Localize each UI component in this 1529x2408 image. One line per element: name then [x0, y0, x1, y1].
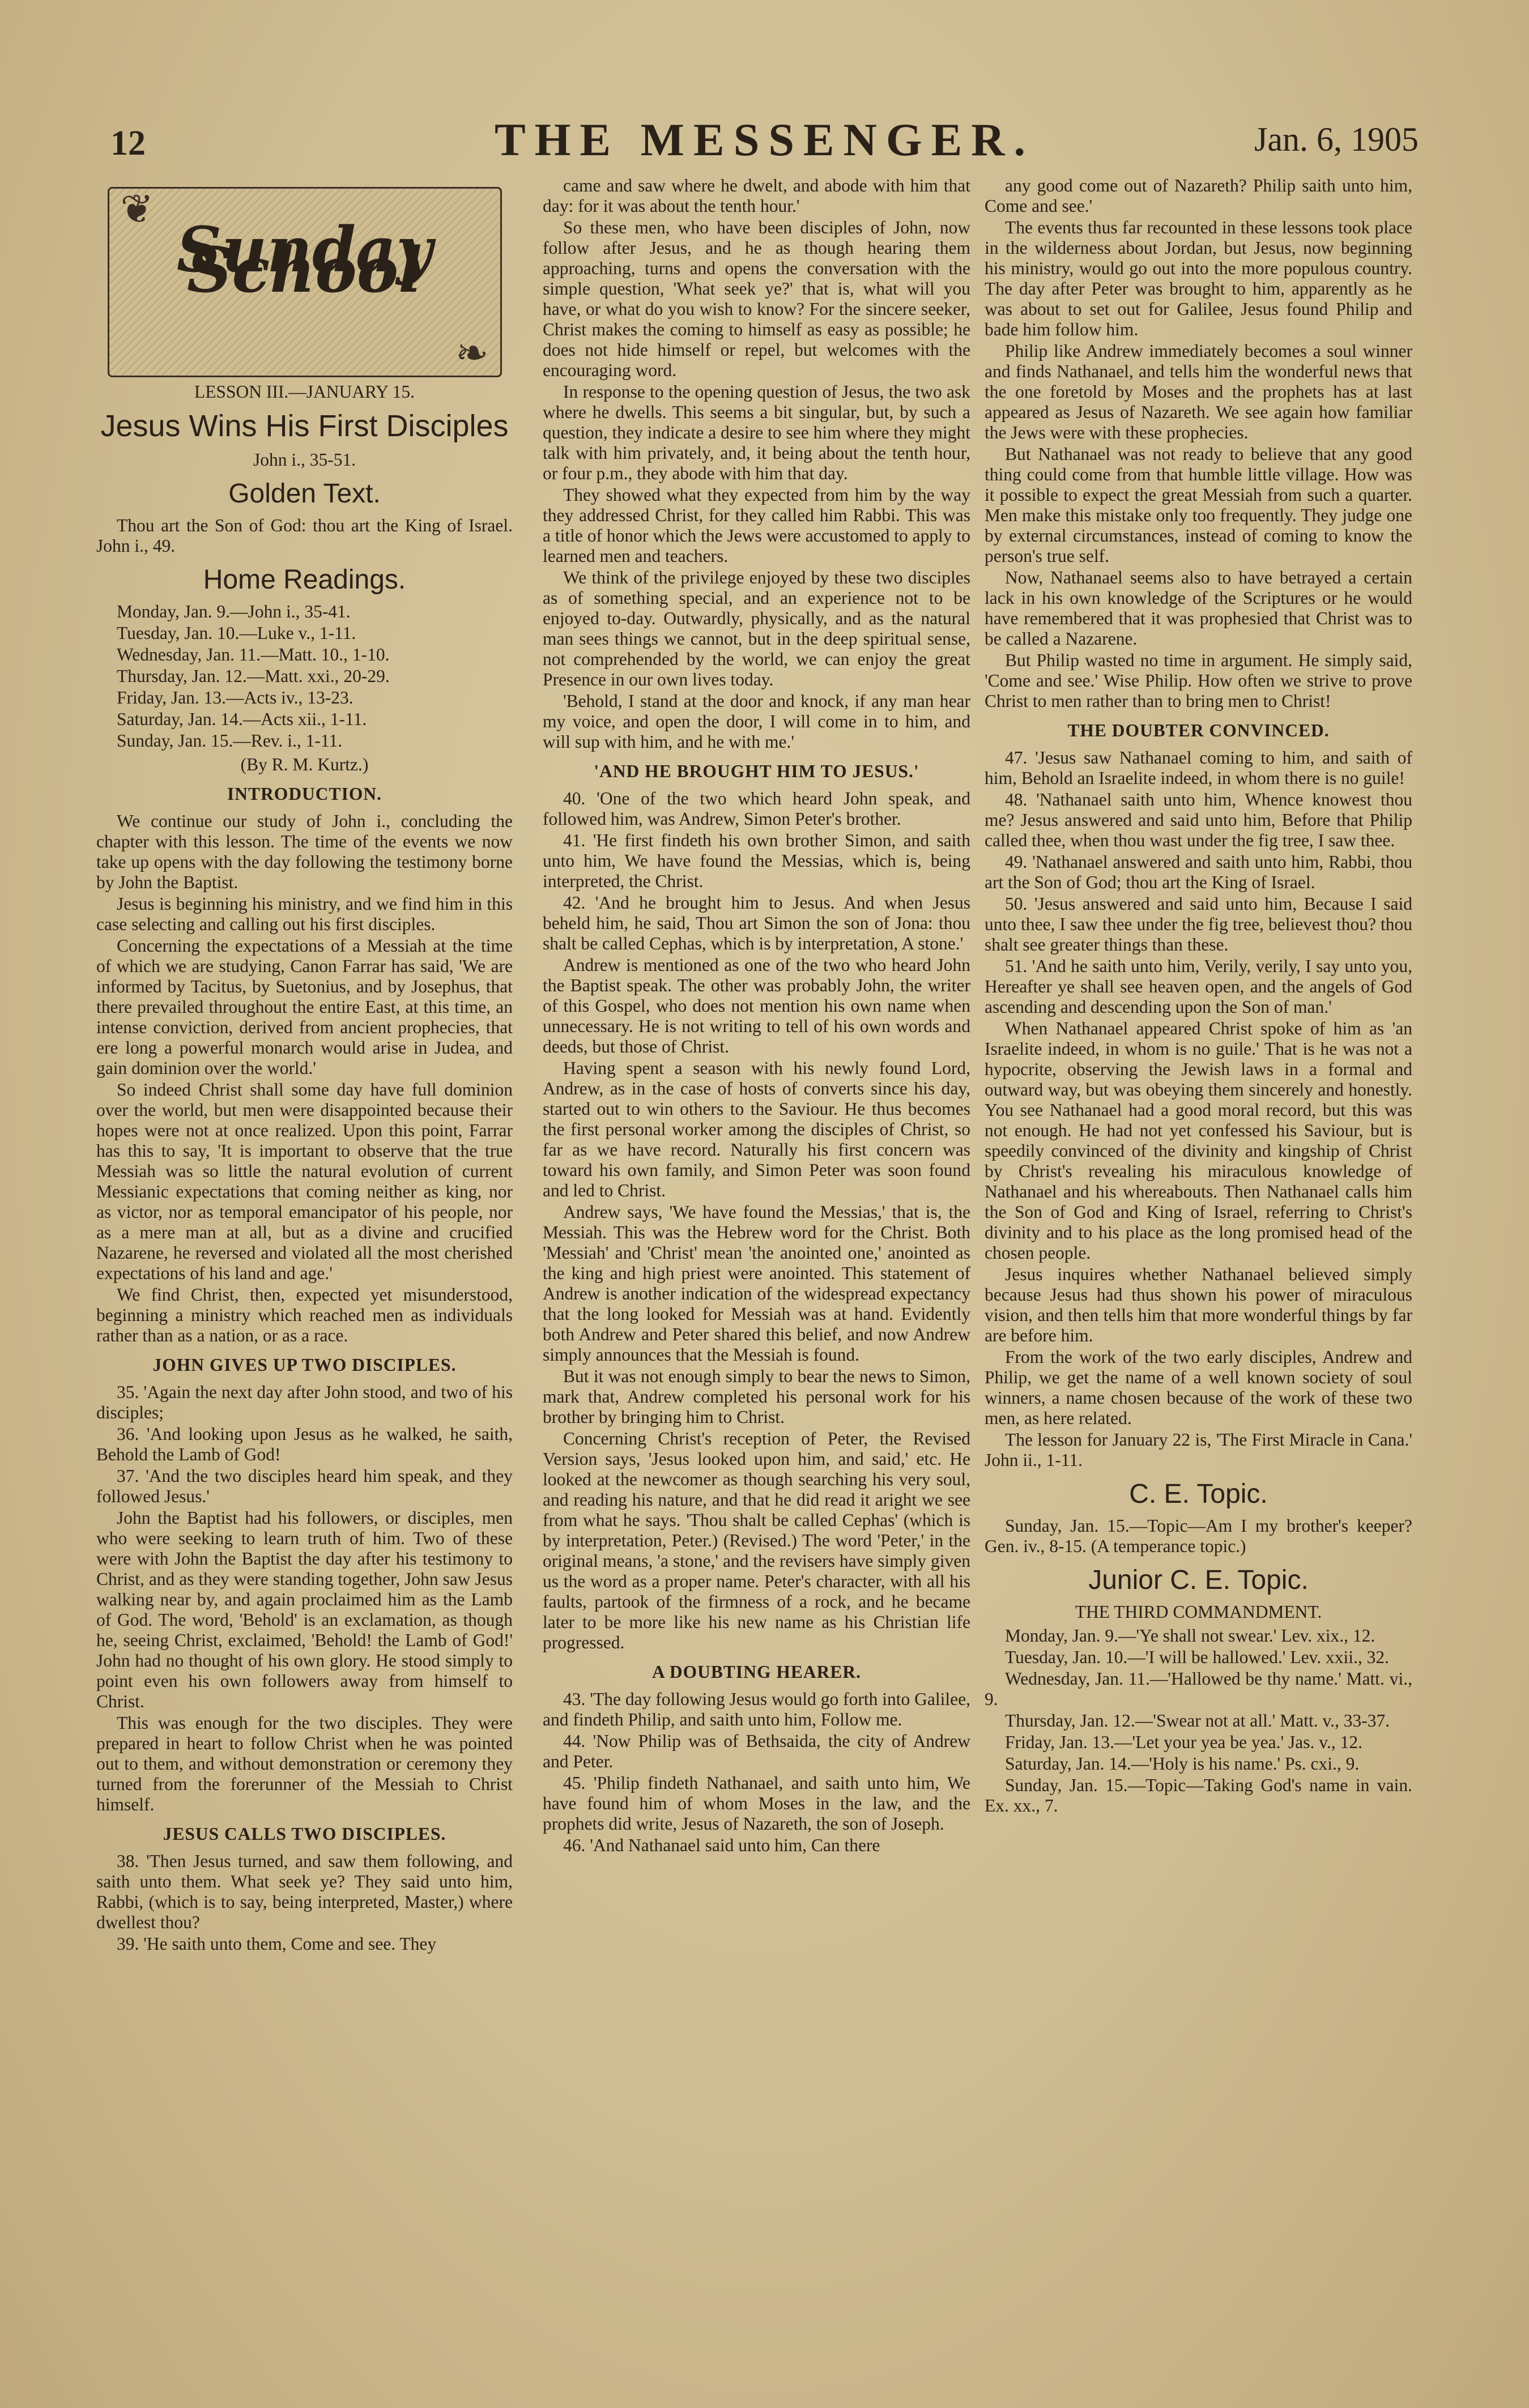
paragraph: John the Baptist had his followers, or disciples, men who were seeking to learn truth of him. Two of these were with John the Baptist the day after his testimony to Christ, and as they were standing together, John saw Jesus walking near by, and again proclaimed him as the Lamb of God. The word, 'Behold' is an exclamation, as though he, seeing Christ, exclaimed, 'Behold! the Lamb of God!' John had no thought of his own glory. He stood simply to point even his own followers away from himself to Christ. [96, 1508, 513, 1711]
section-heading: JESUS CALLS TWO DISCIPLES. [163, 1824, 446, 1844]
reading-item: Monday, Jan. 9.—John i., 35-41. [117, 602, 351, 621]
verse: 47. 'Jesus saw Nathanael coming to him, and saith of him, Behold an Israelite indeed, in whom there is no guile! [985, 748, 1412, 788]
paragraph: any good come out of Nazareth? Philip saith unto him, Come and see.' [985, 176, 1412, 216]
byline: (By R. M. Kurtz.) [240, 755, 369, 774]
home-readings-heading: Home Readings. [203, 565, 406, 595]
issue-date: Jan. 6, 1905 [1254, 121, 1419, 158]
column-2 [543, 176, 970, 2385]
verse: 48. 'Nathanael saith unto him, Whence knowest thou me? Jesus answered and said unto him, Before that Philip called thee, when thou wast under the fig tree, I saw thee. [985, 790, 1412, 850]
paragraph: Concerning Christ's reception of Peter, the Revised Version says, 'Jesus looked upon him, and said,' etc. He looked at the newcomer as though searching his very soul, and reading his nature, and that he did read it aright we see from what he says. 'Thou shalt be called Cephas' (which is by interpretation, Peter.) (Revised.) The word 'Peter,' in the original means, 'a stone,' and the revisers have simply given us the word as a proper name. Peter's character, with all his faults, partook of the firmness of a rock, and he became later to be more like his new name as his Christian life progressed. [543, 1429, 970, 1652]
junior-reading: Saturday, Jan. 14.—'Holy is his name.' Ps. cxi., 9. [1005, 1754, 1360, 1774]
lesson-number: LESSON III.—JANUARY 15. [194, 382, 415, 402]
reading-item: Tuesday, Jan. 10.—Luke v., 1-11. [117, 623, 356, 643]
paragraph: Philip like Andrew immediately becomes a soul winner and finds Nathanael, and tells him the wonderful news that the one foretold by Moses and the prophets has at last appeared as Jesus of Nazareth. We see again how familiar the Jews were with these prophecies. [985, 341, 1412, 442]
paragraph: In response to the opening question of Jesus, the two ask where he dwells. This seems a bit singular, but, by such a question, they indicate a desire to see him where they might talk with him privately, and, it being about the tenth hour, or four p.m., they abode with him that day. [543, 382, 970, 483]
section-heading: 'AND HE BROUGHT HIM TO JESUS.' [594, 761, 919, 781]
verse: 49. 'Nathanael answered and saith unto him, Rabbi, thou art the Son of God; thou art the King of Israel. [985, 852, 1412, 892]
reading-item: Thursday, Jan. 12.—Matt. xxi., 20-29. [117, 666, 390, 686]
verse: 43. 'The day following Jesus would go forth into Galilee, and findeth Philip, and saith unto him, Follow me. [543, 1689, 970, 1729]
paragraph: They showed what they expected from him by the way they addressed Christ, for they called him Rabbi. This was a title of honor which the Jews were accustomed to apply to learned men and teachers. [543, 485, 970, 566]
paragraph: came and saw where he dwelt, and abode with him that day: for it was about the tenth hour.' [543, 176, 970, 216]
verse: 46. 'And Nathanael said unto him, Can there [563, 1835, 880, 1855]
paragraph: Jesus is beginning his ministry, and we find him in this case selecting and calling out his first disciples. [96, 894, 513, 934]
paragraph: Now, Nathanael seems also to have betrayed a certain lack in his own knowledge of the Scriptures or he would have remembered that it was prophesied that Christ was to be called a Nazarene. [985, 568, 1412, 649]
paragraph: So indeed Christ shall some day have full dominion over the world, but men were disappointed because their hopes were not at once realized. Upon this point, Farrar has this to say, 'It is important to observe that the true Messiah was so little the natural evolution of current Messianic expectations that coming neither as king, nor as victor, nor as temporal emancipator of his people, nor as a mere man at all, but as a divine and crucified Nazarene, he reversed and violated all the most cherished expectations of his land and age.' [96, 1080, 513, 1283]
verse: 41. 'He first findeth his own brother Simon, and saith unto him, We have found the Messias, which is, being interpreted, the Christ. [543, 830, 970, 891]
verse: 39. 'He saith unto them, Come and see. They [117, 1934, 437, 1954]
section-heading: THE DOUBTER CONVINCED. [1067, 721, 1330, 740]
paragraph: Jesus inquires whether Nathanael believed simply because Jesus had thus shown his power of miraculous vision, and then tells him that more wonderful things by far are before him. [985, 1264, 1412, 1345]
paragraph: This was enough for the two disciples. They were prepared in heart to follow Christ when he was pointed out to them, and without demonstration or ceremony they turned from the forerunner of the Messiah to Christ himself. [96, 1713, 513, 1814]
column-3 [985, 176, 1412, 2385]
verse: 51. 'And he saith unto him, Verily, verily, I say unto you, Hereafter ye shall see heaven open, and the angels of God ascending and descending upon the Son of man.' [985, 956, 1412, 1017]
verse: 44. 'Now Philip was of Bethsaida, the city of Andrew and Peter. [543, 1731, 970, 1771]
junior-reading: Wednesday, Jan. 11.—'Hallowed be thy name.' Matt. vi., 9. [985, 1669, 1412, 1709]
paragraph: When Nathanael appeared Christ spoke of him as 'an Israelite indeed, in whom is no guile.' That is he was not a hypocrite, observing the Jewish laws in a formal and outward way, but was obeying them sincerely and honestly. You see Nathanael had a good moral record, but this was not enough. He had not yet confessed his Saviour, but is speedily convinced of the divinity and kingship of Christ by Christ's revealing his miraculous knowledge of Nathanael and his whereabouts. Then Nathanael calls him the Son of God and King of Israel, referring to Christ's divinity and to his place as the long promised head of the chosen people. [985, 1018, 1412, 1263]
verse: 42. 'And he brought him to Jesus. And when Jesus beheld him, he said, Thou art Simon the son of Jona: thou shalt be called Cephas, which is by interpretation, A stone.' [543, 893, 970, 953]
paragraph: We find Christ, then, expected yet misunderstood, beginning a ministry which reached men as individuals rather than as a nation, or as a race. [96, 1285, 513, 1345]
reading-item: Saturday, Jan. 14.—Acts xii., 1-11. [117, 709, 367, 729]
paragraph: Having spent a season with his newly found Lord, Andrew, as in the case of hosts of converts since his day, started out to win others to the Saviour. He thus becomes the first personal worker among the disciples of Christ, so far as we have record. Naturally his first concern was toward his own family, and Simon Peter was soon found and led to Christ. [543, 1058, 970, 1200]
paragraph: Andrew says, 'We have found the Messias,' that is, the Messiah. This was the Hebrew word for the Christ. Both 'Messiah' and 'Christ' mean 'the anointed one,' anointed as the king and high priest were anointed. This statement of Andrew is another indication of the widespread expectancy that the long looked for Messiah was at hand. Evidently both Andrew and Peter shared this belief, and now Andrew simply announces that the Messiah is found. [543, 1202, 970, 1365]
junior-ce-topic-heading: Junior C. E. Topic. [1088, 1565, 1309, 1595]
paragraph: 'Behold, I stand at the door and knock, if any man hear my voice, and open the door, I will come in to him, and will sup with him, and he with me.' [543, 691, 970, 752]
leaf-ornament-icon: ❦ [120, 188, 154, 232]
verse: 40. 'One of the two which heard John speak, and followed him, was Andrew, Simon Peter's brother. [543, 789, 970, 829]
junior-reading: Friday, Jan. 13.—'Let your yea be yea.' Jas. v., 12. [1005, 1732, 1362, 1752]
paragraph: But Philip wasted no time in argument. He simply said, 'Come and see.' Wise Philip. How often we strive to prove Christ to men rather than to bring men to Christ! [985, 650, 1412, 711]
paragraph: The events thus far recounted in these lessons took place in the wilderness about Jordan, but Jesus, now beginning his ministry, would go out into the more populous country. The day after Peter was brought to him, apparently as he was about to set out for Galilee, Jesus found Philip and bade him follow him. [985, 218, 1412, 339]
verse: 38. 'Then Jesus turned, and saw them following, and saith unto them. What seek ye? They said unto him, Rabbi, (which is to say, being interpreted, Master,) where dwellest thou? [96, 1851, 513, 1932]
junior-reading: Sunday, Jan. 15.—Topic—Taking God's name in vain. Ex. xx., 7. [985, 1775, 1412, 1815]
lesson-scripture: John i., 35-51. [253, 450, 356, 470]
section-heading: A DOUBTING HEARER. [652, 1662, 861, 1682]
reading-item: Sunday, Jan. 15.—Rev. i., 1-11. [117, 731, 343, 751]
page-number: 12 [110, 124, 146, 163]
introduction-heading: INTRODUCTION. [227, 784, 382, 804]
verse: 50. 'Jesus answered and said unto him, Because I said unto thee, I saw thee under the fig tree, believest thou? thou shalt see greater things than these. [985, 894, 1412, 954]
logo-text: Sunday School [176, 213, 433, 306]
leaf-ornament-icon: ❧ [455, 332, 489, 376]
paragraph: So these men, who have been disciples of John, now follow after Jesus, and he as though hearing them approaching, turns and opens the conversation with the simple question, 'What seek ye?' that is, what will you have, or what do you wish to know? For the sincere seeker, Christ makes the coming to himself as easy as possible; he does not hide himself or repel, but welcomes with the encouraging word. [543, 218, 970, 380]
column-1 [96, 176, 513, 2385]
junior-reading: Monday, Jan. 9.—'Ye shall not swear.' Lev. xix., 12. [1005, 1626, 1375, 1646]
paragraph: From the work of the two early disciples, Andrew and Philip, we get the name of a well known society of soul winners, a name chosen because of the work of these two men, as here related. [985, 1347, 1412, 1428]
masthead-title: THE MESSENGER. [494, 114, 1035, 165]
commandment-heading: THE THIRD COMMANDMENT. [1075, 1602, 1322, 1622]
verse: 45. 'Philip findeth Nathanael, and saith unto him, We have found him of whom Moses in the law, and the prophets did write, Jesus of Nazareth, the son of Joseph. [543, 1773, 970, 1834]
lesson-title: Jesus Wins His First Disciples [100, 409, 509, 443]
ce-topic-text: Sunday, Jan. 15.—Topic—Am I my brother's keeper? Gen. iv., 8-15. (A temperance topic.) [985, 1516, 1412, 1556]
paragraph: Concerning the expectations of a Messiah at the time of which we are studying, Canon Farrar has said, 'We are informed by Tacitus, by Suetonius, and by Josephus, that there prevailed throughout the entire East, at this time, an intense conviction, derived from ancient prophecies, that ere long a powerful monarch would arise in Judea, and gain dominion over the world.' [96, 936, 513, 1078]
reading-item: Wednesday, Jan. 11.—Matt. 10., 1-10. [117, 645, 390, 664]
paragraph: Andrew is mentioned as one of the two who heard John the Baptist speak. The other was probably John, the writer of this Gospel, who does not mention his own name when unnecessary. He is not writing to tell of his own words and deeds, but those of Christ. [543, 955, 970, 1056]
paragraph: But it was not enough simply to bear the news to Simon, mark that, Andrew completed his personal work for his brother by bringing him to Christ. [543, 1366, 970, 1427]
junior-reading: Tuesday, Jan. 10.—'I will be hallowed.' Lev. xxii., 32. [1005, 1647, 1390, 1667]
golden-text-heading: Golden Text. [228, 479, 381, 509]
verse: 37. 'And the two disciples heard him speak, and they followed Jesus.' [96, 1466, 513, 1506]
golden-text: Thou art the Son of God: thou art the King of Israel. John i., 49. [96, 515, 513, 556]
reading-item: Friday, Jan. 13.—Acts iv., 13-23. [117, 688, 353, 708]
sunday-school-logo [108, 187, 502, 377]
section-heading: JOHN GIVES UP TWO DISCIPLES. [152, 1355, 457, 1375]
junior-reading: Thursday, Jan. 12.—'Swear not at all.' Matt. v., 33-37. [1005, 1711, 1390, 1731]
paragraph: We think of the privilege enjoyed by these two disciples as of something special, and an experience not to be enjoyed to-day. Outwardly, physically, and as the natural man sees things we cannot, but in the deep spiritual sense, not comprehended by the world, we can enjoy the great Presence in our own lives today. [543, 568, 970, 689]
verse: 36. 'And looking upon Jesus as he walked, he saith, Behold the Lamb of God! [96, 1424, 513, 1464]
paragraph: We continue our study of John i., concluding the chapter with this lesson. The time of the events we now take up opens with the day following the testimony borne by John the Baptist. [96, 811, 513, 892]
page-header [0, 113, 1529, 176]
paragraph: But Nathanael was not ready to believe that any good thing could come from that humble little village. How was it possible to expect the great Messiah from such a quarter. Men make this mistake only too frequently. They judge one by external circumstances, instead of coming to know the person's true self. [985, 444, 1412, 566]
paragraph: The lesson for January 22 is, 'The First Miracle in Cana.' John ii., 1-11. [985, 1430, 1412, 1470]
verse: 35. 'Again the next day after John stood, and two of his disciples; [96, 1382, 513, 1422]
ce-topic-heading: C. E. Topic. [1129, 1479, 1268, 1509]
